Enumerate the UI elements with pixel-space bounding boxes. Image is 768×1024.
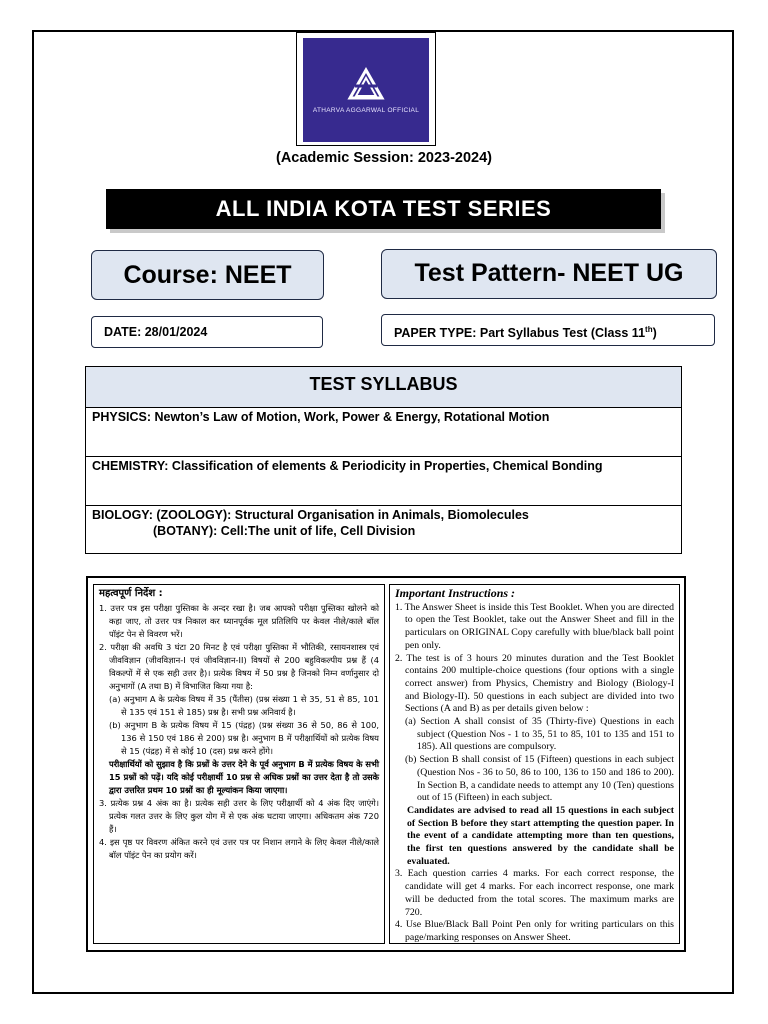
test-series-banner: ALL INDIA KOTA TEST SERIES <box>106 189 661 229</box>
hindi-instruction-1: 1. उत्तर पत्र इस परीक्षा पुस्तिका के अन्दर रखा है। जब आपको परीक्षा पुस्तिका खोलने को कहा जाए, तो उत्तर पत्र निकाल कर ध्यानपूर्वक मूल प्रतिलिपि पर केवल नीले/काले बॉल पॉइंट पेन से विवरण भरें। <box>99 603 379 639</box>
hindi-instruction-3: 3. प्रत्येक प्रश्न 4 अंक का है। प्रत्येक सही उत्तर के लिए परीक्षार्थी को 4 अंक दिए जाएंगे। प्रत्येक गलत उत्तर के लिए कुल योग में से एक अंक घटाया जाएगा। अधिकतम अंक 720 हैं। <box>99 798 379 834</box>
english-note: Candidates are advised to read all 15 questions in each subject of Section B before they start attempting the question paper. In the event of a candidate attempting more than ten questions, the first ten questions answered by the candidate shall be evaluated. <box>407 804 674 867</box>
syllabus-biology <box>86 506 681 552</box>
hindi-note: परीक्षार्थियों को सुझाव है कि प्रश्नों के उत्तर देने के पूर्व अनुभाग B में प्रत्येक विषय के सभी 15 प्रश्नों को पढ़ें। यदि कोई परीक्षार्थी 10 प्रश्न से अधिक प्रश्नों का उत्तर देता है तो उसके द्वारा उत्तरित प्रथम 10 प्रश्नों का ही मूल्यांकन किया जाएगा। <box>109 759 379 795</box>
syllabus-table <box>85 366 682 554</box>
english-heading: Important Instructions : <box>395 586 516 600</box>
logo-text: ATHARVA AGGARWAL OFFICIAL <box>312 107 420 114</box>
hindi-instruction-2: 2. परीक्षा की अवधि 3 घंटा 20 मिनट है एवं परीक्षा पुस्तिका में भौतिकी, रसायनशास्त्र एवं जीवविज्ञान (जीवविज्ञान-I एवं जीवविज्ञान-II) विषयों से 200 बहुविकल्पीय प्रश्न हैं (4 विकल्पों में से एक सही उत्तर है)। प्रत्येक विषय में 50 प्रश्न है जिनको निम्न वर्णानुसार दो अनुभागों (A तथा B) में विभाजित किया गया है: <box>99 642 379 691</box>
syllabus-chemistry: CHEMISTRY: Classification of elements & Periodicity in Properties, Chemical Bonding <box>86 457 681 506</box>
logo-frame <box>296 32 436 146</box>
brand-logo <box>303 38 429 142</box>
syllabus-biology-botany: (BOTANY): Cell:The unit of life, Cell Division <box>153 524 416 538</box>
hindi-instruction-4: 4. इस पृष्ठ पर विवरण अंकित करने एवं उत्तर पत्र पर निशान लगाने के लिए केवल नीले/काले बॉल पॉइंट पेन का प्रयोग करें। <box>99 837 379 860</box>
paper-type-close: ) <box>652 326 657 341</box>
academic-session: (Academic Session: 2023-2024) <box>276 150 492 166</box>
syllabus-heading: TEST SYLLABUS <box>86 367 681 408</box>
instructions-box <box>86 576 686 952</box>
paper-type-text: PAPER TYPE: Part Syllabus Test (Class 11 <box>394 326 646 341</box>
paper-type-sup: th <box>645 325 653 334</box>
english-instruction-4: 4. Use Blue/Black Ball Point Pen only for writing particulars on this page/marking responses on Answer Sheet. <box>395 919 674 943</box>
hindi-instructions <box>93 584 385 944</box>
hindi-section-b: (b) अनुभाग B के प्रत्येक विषय में 15 (पंद्रह) (प्रश्न संख्या 36 से 50, 86 से 100, 136 से 150 एवं 186 से 200) प्रश्न है। अनुभाग B में परीक्षार्थियों को प्रत्येक विषय से 15 (पंद्रह) में से कोई 10 (दस) प्रश्न करने होंगे। <box>109 720 379 756</box>
syllabus-biology-zoology: BIOLOGY: (ZOOLOGY): Structural Organisation in Animals, Biomolecules <box>92 508 529 522</box>
english-section-a: (a) Section A shall consist of 35 (Thirty-five) Questions in each subject (Question Nos - 1 to 35, 51 to 85, 101 to 135 and 151 to 185). All questions are compulsory. <box>405 716 674 753</box>
hindi-heading: महत्वपूर्ण निर्देश : <box>99 588 163 599</box>
english-instruction-1: 1. The Answer Sheet is inside this Test Booklet. When you are directed to open the Test Booklet, take out the Answer Sheet and fill in the particulars on ORIGINAL Copy carefully with blue/black ball point pen only. <box>395 601 674 651</box>
date-box: DATE: 28/01/2024 <box>91 316 323 348</box>
paper-type-box <box>381 314 715 346</box>
english-instruction-2: 2. The test is of 3 hours 20 minutes duration and the Test Booklet contains 200 multiple-choice questions (four options with a single correct answer) from Physics, Chemistry and Biology (Biology-I and Biology-II). 50 questions in each subject are divided into two Sections (A and B) as per details given below : <box>395 652 674 715</box>
hindi-section-a: (a) अनुभाग A के प्रत्येक विषय में 35 (पैंतीस) (प्रश्न संख्या 1 से 35, 51 से 85, 101 से 135 एवं 151 से 185) प्रश्न है। सभी प्रश्न अनिवार्य है। <box>109 694 379 717</box>
test-pattern-box: Test Pattern- NEET UG <box>381 249 717 299</box>
syllabus-physics: PHYSICS: Newton’s Law of Motion, Work, Power & Energy, Rotational Motion <box>86 408 681 457</box>
triangle-logo-icon <box>303 38 429 108</box>
english-instructions <box>389 584 680 944</box>
english-instruction-3: 3. Each question carries 4 marks. For each correct response, the candidate will get 4 marks. For each incorrect response, one mark will be deducted from the total scores. The maximum marks are 720. <box>395 868 674 918</box>
english-section-b: (b) Section B shall consist of 15 (Fifteen) questions in each subject (Question Nos - 36 to 50, 86 to 100, 136 to 150 and 186 to 200). In Section B, a candidate needs to attempt any 10 (Ten) questions out of 15 (Fifteen) in each subject. <box>405 754 674 804</box>
course-box: Course: NEET <box>91 250 324 300</box>
